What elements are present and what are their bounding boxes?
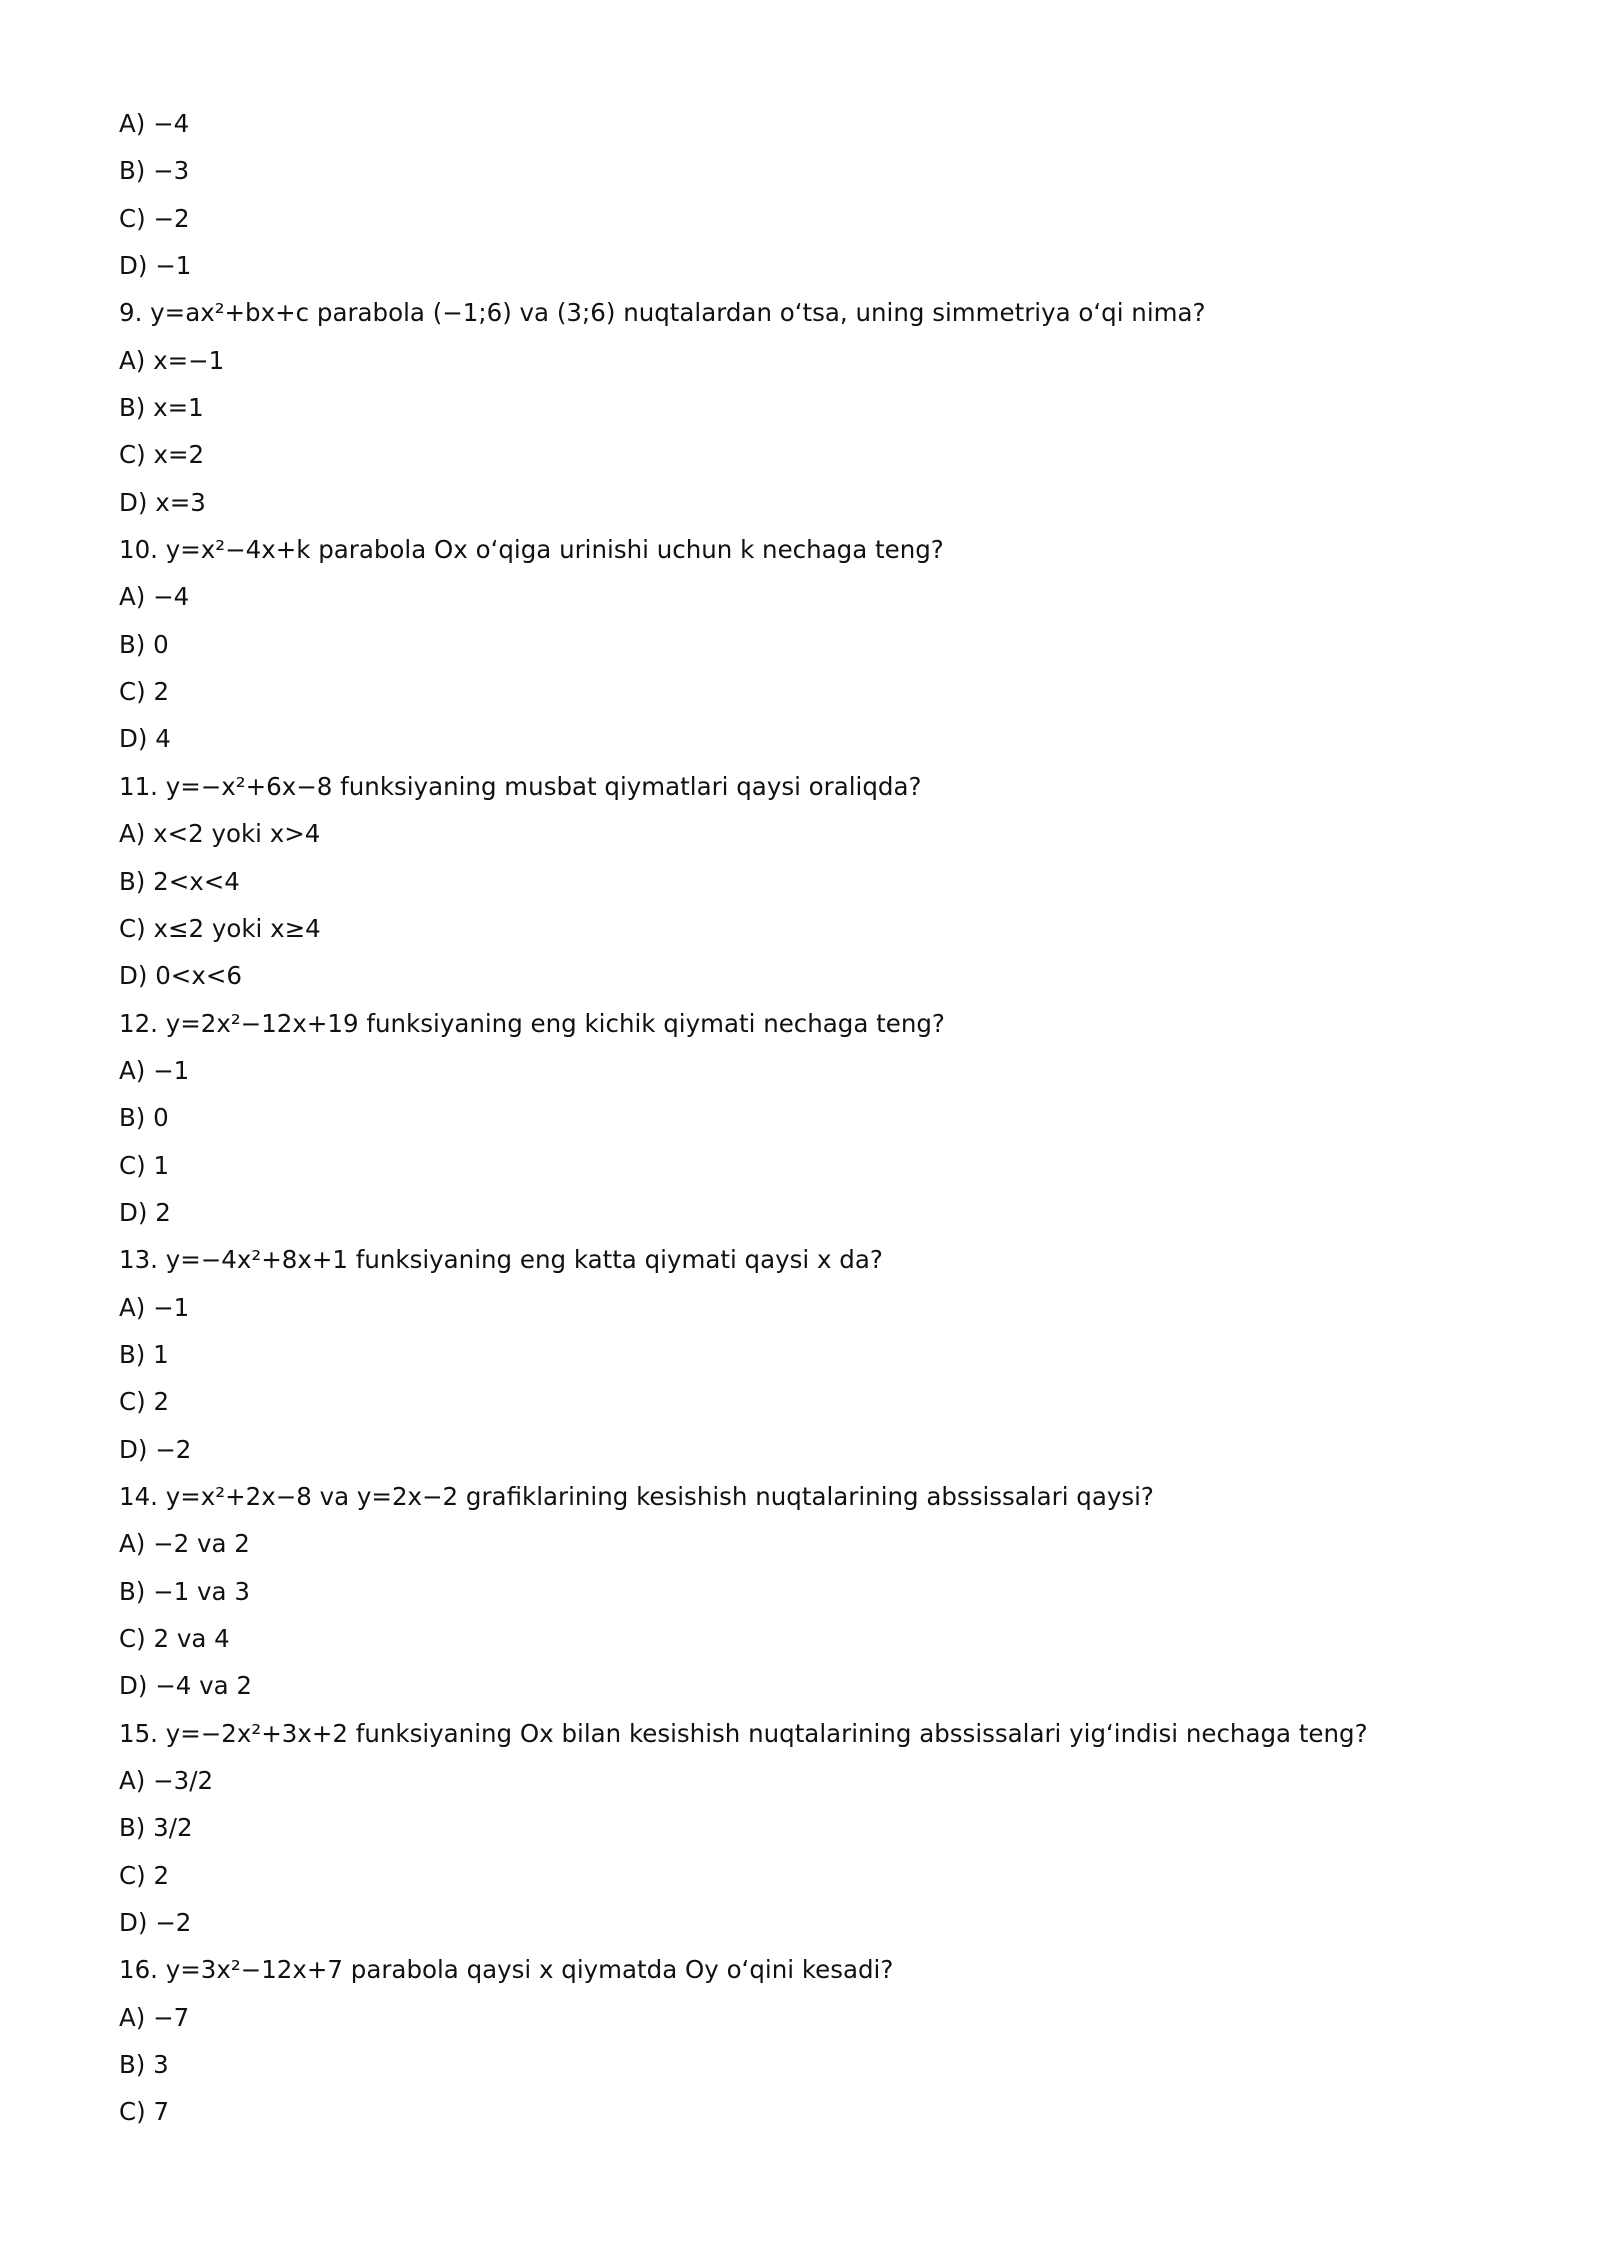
answer-option: D) −2 — [119, 1434, 192, 1464]
question-text: 11. y=−x²+6x−8 funksiyaning musbat qiymatlari qaysi oraliqda? — [119, 771, 922, 801]
question-text: 13. y=−4x²+8x+1 funksiyaning eng katta qiymati qaysi x da? — [119, 1245, 883, 1275]
answer-option: B) x=1 — [119, 393, 204, 423]
answer-option: B) −3 — [119, 156, 190, 186]
answer-option: B) −1 va 3 — [119, 1576, 250, 1606]
answer-option: B) 0 — [119, 629, 169, 659]
question-text: 12. y=2x²−12x+19 funksiyaning eng kichik qiymati nechaga teng? — [119, 1008, 945, 1038]
answer-option: B) 1 — [119, 1339, 169, 1369]
answer-option: B) 0 — [119, 1103, 169, 1133]
answer-option: C) 2 va 4 — [119, 1624, 230, 1653]
answer-option: B) 3/2 — [119, 1813, 193, 1843]
answer-option: D) −2 — [119, 1908, 192, 1938]
answer-option: B) 2<x<4 — [119, 866, 240, 896]
answer-option: D) −1 — [119, 251, 192, 281]
answer-option: C) x=2 — [119, 440, 205, 470]
answer-option: D) 2 — [119, 1197, 171, 1227]
answer-option: D) 0<x<6 — [119, 961, 242, 991]
question-text: 15. y=−2x²+3x+2 funksiyaning Ox bilan kesishish nuqtalarining abssissalari yigʻindisi nechaga teng? — [119, 1718, 1368, 1748]
question-text: 10. y=x²−4x+k parabola Ox oʻqiga urinishi uchun k nechaga teng? — [119, 535, 944, 565]
answer-option: C) 1 — [119, 1150, 170, 1180]
answer-option: D) x=3 — [119, 487, 206, 517]
answer-option: A) x<2 yoki x>4 — [119, 819, 321, 849]
answer-option: A) −4 — [119, 109, 190, 138]
answer-option: C) 2 — [119, 1860, 170, 1890]
answer-option: A) −3/2 — [119, 1766, 214, 1796]
question-text: 14. y=x²+2x−8 va y=2x−2 grafiklarining kesishish nuqtalarining abssissalari qaysi? — [119, 1481, 1154, 1511]
answer-option: B) 3 — [119, 2050, 169, 2080]
answer-option: A) −2 va 2 — [119, 1529, 250, 1559]
answer-option: C) 7 — [119, 2097, 170, 2127]
answer-option: C) 2 — [119, 1387, 170, 1417]
answer-option: A) −7 — [119, 2002, 190, 2032]
answer-option: A) −4 — [119, 582, 190, 612]
answer-option: A) −1 — [119, 1055, 190, 1085]
answer-option: C) −2 — [119, 203, 190, 233]
answer-option: A) −1 — [119, 1292, 190, 1322]
question-text: 9. y=ax²+bx+c parabola (−1;6) va (3;6) nuqtalardan oʻtsa, uning simmetriya oʻqi nima? — [119, 298, 1206, 328]
answer-option: D) 4 — [119, 724, 171, 754]
answer-option: A) x=−1 — [119, 345, 225, 375]
question-text: 16. y=3x²−12x+7 parabola qaysi x qiymatda Oy oʻqini kesadi? — [119, 1955, 894, 1985]
question-list — [119, 104, 1499, 2140]
answer-option: C) x≤2 yoki x≥4 — [119, 913, 321, 943]
answer-option: C) 2 — [119, 677, 170, 707]
answer-option: D) −4 va 2 — [119, 1671, 253, 1701]
